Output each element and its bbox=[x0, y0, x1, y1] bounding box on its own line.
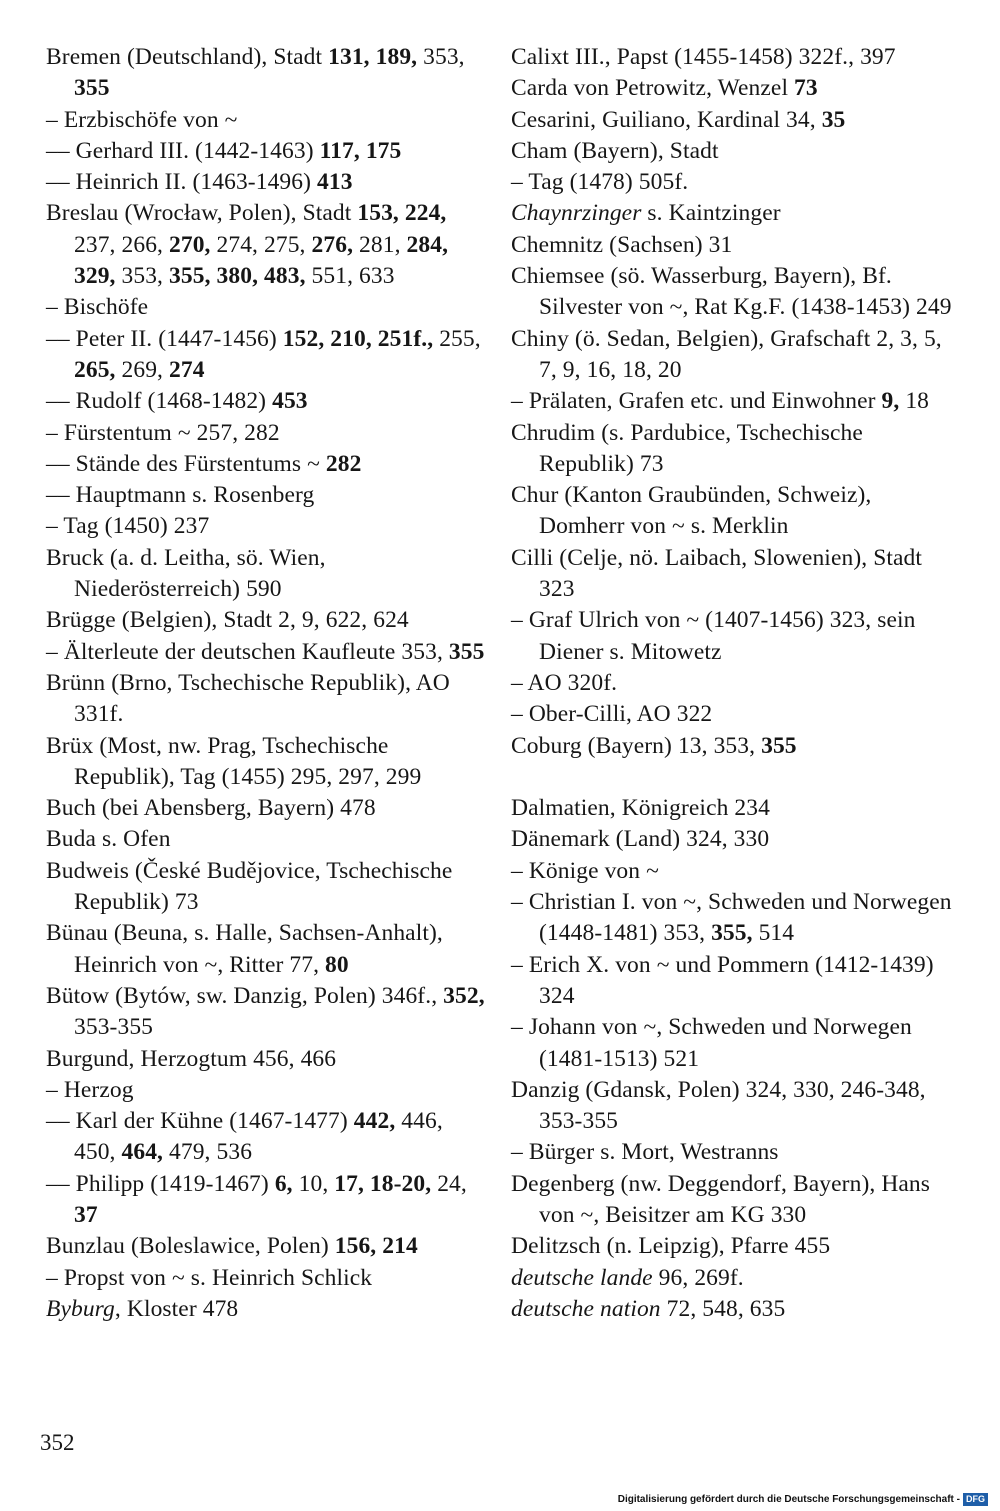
entry-text: Chiny (ö. Sedan, Belgien), Grafschaft 2, 3, 5, 7, 9, 16, 18, 20 bbox=[511, 325, 942, 383]
index-column-right bbox=[511, 42, 961, 1325]
entry-text: –– Stände des Fürstentums ~ bbox=[46, 450, 326, 477]
index-entry bbox=[511, 731, 961, 762]
entry-text: Burgund, Herzogtum 456, 466 bbox=[46, 1045, 337, 1072]
entry-text: – AO 320f. bbox=[511, 669, 618, 696]
entry-text: – Christian I. von ~, Schweden und Norwegen (1448-1481) 353, bbox=[511, 889, 952, 947]
entry-text: –– Heinrich II. (1463-1496) bbox=[46, 169, 318, 196]
entry-text: – Ober-Cilli, AO 322 bbox=[511, 701, 713, 728]
bold-page-ref: 276, bbox=[311, 231, 354, 258]
entry-text: – Bischöfe bbox=[46, 294, 149, 321]
entry-text: Cilli (Celje, nö. Laibach, Slowenien), Stadt 323 bbox=[511, 544, 923, 603]
index-entry bbox=[46, 386, 486, 417]
bold-page-ref: 282 bbox=[325, 450, 362, 477]
entry-text: Brünn (Brno, Tschechische Republik), AO 331f. bbox=[46, 669, 450, 728]
entry-text: – Erich X. von ~ und Pommern (1412-1439) 324 bbox=[511, 951, 934, 1009]
entry-text: Cham (Bayern), Stadt bbox=[511, 137, 719, 164]
index-entry bbox=[511, 887, 961, 950]
index-entry bbox=[46, 856, 486, 919]
bold-page-ref: 131, 189, bbox=[328, 44, 418, 70]
bold-page-ref: 117, 175 bbox=[319, 137, 402, 164]
bold-page-ref: 156, 214 bbox=[334, 1233, 418, 1260]
entry-text: –– Karl der Kühne (1467-1477) bbox=[46, 1108, 354, 1135]
entry-text: Dänemark (Land) 324, 330 bbox=[511, 826, 770, 853]
bold-page-ref: 9, bbox=[881, 388, 900, 415]
index-entry bbox=[511, 856, 961, 887]
entry-text: – Tag (1450) 237 bbox=[46, 513, 210, 540]
entry-text: Brüx (Most, nw. Prag, Tschechische Republik), Tag (1455) 295, 297, 299 bbox=[46, 732, 422, 790]
index-entry bbox=[46, 167, 486, 198]
dfg-logo: DFG bbox=[963, 1493, 988, 1506]
entry-text: Degenberg (nw. Deggendorf, Bayern), Hans von ~, Beisitzer am KG 330 bbox=[511, 1170, 931, 1228]
index-entry bbox=[46, 105, 486, 136]
entry-text: Buda s. Ofen bbox=[46, 826, 171, 853]
entry-text: Breslau (Wrocław, Polen), Stadt bbox=[46, 200, 358, 227]
entry-text: Bunzlau (Boleslawice, Polen) bbox=[46, 1233, 335, 1260]
entry-text: 24, bbox=[431, 1170, 467, 1197]
bold-page-ref: 413 bbox=[317, 169, 353, 196]
index-entry bbox=[46, 1263, 486, 1294]
entry-text: – Könige von ~ bbox=[511, 857, 659, 884]
index-column-left bbox=[46, 42, 486, 1325]
index-entry bbox=[46, 605, 486, 636]
entry-text: – Johann von ~, Schweden und Norwegen (1481-1513) 521 bbox=[511, 1014, 912, 1072]
index-entry bbox=[46, 543, 486, 606]
entry-text: Delitzsch (n. Leipzig), Pfarre 455 bbox=[511, 1233, 831, 1260]
bold-page-ref: 355, bbox=[711, 920, 753, 947]
index-entry bbox=[46, 480, 486, 511]
index-entry bbox=[46, 637, 486, 668]
bold-page-ref: 17, 18-20, bbox=[334, 1170, 432, 1197]
bold-page-ref: 265, bbox=[74, 356, 116, 383]
index-entry bbox=[511, 418, 961, 481]
index-entry bbox=[511, 198, 961, 229]
index-entry bbox=[511, 793, 961, 824]
entry-text: Chemnitz (Sachsen) 31 bbox=[511, 231, 733, 258]
entry-text: – Erzbischöfe von ~ bbox=[46, 106, 238, 133]
bold-page-ref: 80 bbox=[325, 951, 349, 978]
entry-text: – Herzog bbox=[46, 1076, 134, 1103]
entry-text: Dalmatien, Königreich 234 bbox=[511, 795, 770, 822]
entry-text: s. Kaintzinger bbox=[641, 200, 781, 227]
entry-text: – Älterleute der deutschen Kaufleute 353, bbox=[46, 638, 449, 665]
bold-page-ref: 442, bbox=[353, 1108, 396, 1135]
bold-page-ref: 37 bbox=[74, 1201, 98, 1228]
entry-text: – Bürger s. Mort, Westranns bbox=[511, 1139, 779, 1166]
entry-text: –– Peter II. (1447-1456) bbox=[46, 325, 283, 352]
italic-term: Byburg bbox=[46, 1295, 115, 1322]
index-entry bbox=[511, 1294, 961, 1325]
entry-text: –– Rudolf (1468-1482) bbox=[46, 388, 273, 415]
entry-text: 274, 275, bbox=[210, 231, 312, 258]
index-entry bbox=[46, 1231, 486, 1262]
entry-text: Bruck (a. d. Leitha, sö. Wien, Niederösterreich) 590 bbox=[46, 544, 326, 603]
italic-term: Chaynrzinger bbox=[511, 200, 642, 227]
bold-page-ref: 274 bbox=[169, 356, 205, 383]
entry-text: –– Hauptmann s. Rosenberg bbox=[46, 482, 315, 509]
entry-text: – Graf Ulrich von ~ (1407-1456) 323, sein Diener s. Mitowetz bbox=[511, 607, 916, 665]
entry-text: 72, 548, 635 bbox=[660, 1295, 786, 1322]
entry-text: , Kloster 478 bbox=[114, 1295, 239, 1322]
entry-text: Bremen (Deutschland), Stadt bbox=[46, 44, 329, 70]
bold-page-ref: 453 bbox=[272, 388, 308, 415]
entry-text: 255, bbox=[433, 325, 481, 352]
entry-text: 18 bbox=[899, 388, 930, 415]
entry-text: 353-355 bbox=[74, 1014, 154, 1041]
entry-spacer bbox=[511, 762, 961, 793]
entry-text: – Fürstentum ~ 257, 282 bbox=[46, 419, 280, 446]
page-number: 352 bbox=[40, 1430, 75, 1455]
bold-page-ref: 270, bbox=[169, 231, 211, 258]
entry-text: 281, bbox=[353, 231, 407, 258]
entry-text: Buch (bei Abensberg, Bayern) 478 bbox=[46, 795, 376, 822]
index-entry bbox=[46, 511, 486, 542]
entry-text: Danzig (Gdansk, Polen) 324, 330, 246-348, 353-355 bbox=[511, 1076, 926, 1135]
footer-text: Digitalisierung gefördert durch die Deutsche Forschungsgemeinschaft - bbox=[617, 1494, 960, 1505]
italic-term: deutsche lande bbox=[511, 1264, 653, 1291]
index-entry bbox=[511, 1137, 961, 1168]
index-entry bbox=[46, 731, 486, 794]
index-entry bbox=[46, 1075, 486, 1106]
entry-text: Cesarini, Guiliano, Kardinal 34, bbox=[511, 106, 822, 133]
entry-text: 353, bbox=[115, 263, 170, 290]
index-entry bbox=[46, 136, 486, 167]
entry-text: – Propst von ~ s. Heinrich Schlick bbox=[46, 1264, 373, 1291]
entry-text: 551, 633 bbox=[305, 263, 395, 290]
index-entry bbox=[511, 824, 961, 855]
index-entry bbox=[511, 73, 961, 104]
entry-text: – Tag (1478) 505f. bbox=[511, 169, 689, 196]
bold-page-ref: 352, bbox=[443, 982, 485, 1009]
index-entry bbox=[511, 167, 961, 198]
index-entry bbox=[511, 1075, 961, 1138]
entry-text: 96, 269f. bbox=[652, 1264, 744, 1291]
bold-page-ref: 153, 224, bbox=[357, 200, 447, 227]
entry-text: 353, bbox=[417, 44, 465, 70]
index-entry bbox=[511, 105, 961, 136]
index-entry bbox=[511, 605, 961, 668]
entry-text: 446, 450, bbox=[74, 1108, 443, 1166]
entry-text: Calixt III., Papst (1455-1458) 322f., 397 bbox=[511, 44, 896, 70]
entry-text: Chrudim (s. Pardubice, Tschechische Republik) 73 bbox=[511, 419, 863, 477]
index-entry bbox=[511, 42, 961, 73]
bold-page-ref: 355 bbox=[74, 75, 110, 102]
entry-text: – Prälaten, Grafen etc. und Einwohner bbox=[511, 388, 882, 415]
index-entry bbox=[46, 1106, 486, 1169]
index-entry bbox=[511, 1169, 961, 1232]
bold-page-ref: 355 bbox=[448, 638, 485, 665]
index-entry bbox=[511, 1012, 961, 1075]
bold-page-ref: 6, bbox=[274, 1170, 293, 1197]
index-entry bbox=[511, 543, 961, 606]
index-entry bbox=[511, 1231, 961, 1262]
entry-text: 479, 536 bbox=[163, 1139, 253, 1166]
entry-text: Brügge (Belgien), Stadt 2, 9, 622, 624 bbox=[46, 607, 409, 634]
index-entry bbox=[46, 42, 486, 105]
index-entry bbox=[511, 230, 961, 261]
entry-text: Chiemsee (sö. Wasserburg, Bayern), Bf. Silvester von ~, Rat Kg.F. (1438-1453) 249 bbox=[511, 263, 952, 321]
index-entry bbox=[46, 1294, 486, 1325]
entry-text: Chur (Kanton Graubünden, Schweiz), Domherr von ~ s. Merklin bbox=[511, 482, 872, 540]
bold-page-ref: 355 bbox=[761, 732, 797, 759]
index-entry bbox=[511, 668, 961, 699]
index-entry bbox=[46, 198, 486, 292]
bold-page-ref: 464, bbox=[121, 1139, 164, 1166]
index-entry bbox=[46, 1169, 486, 1232]
bold-page-ref: 284, 329, bbox=[74, 231, 449, 290]
index-entry bbox=[46, 292, 486, 323]
bold-page-ref: 73 bbox=[794, 75, 818, 102]
bold-page-ref: 355, 380, 483, bbox=[169, 263, 306, 290]
index-entry bbox=[46, 918, 486, 981]
digitization-footer bbox=[618, 1493, 988, 1506]
index-entry bbox=[46, 418, 486, 449]
index-entry bbox=[511, 136, 961, 167]
entry-text: Coburg (Bayern) 13, 353, bbox=[511, 732, 762, 759]
index-entry bbox=[46, 324, 486, 387]
entry-text: Carda von Petrowitz, Wenzel bbox=[511, 75, 795, 102]
entry-text: Bünau (Beuna, s. Halle, Sachsen-Anhalt), Heinrich von ~, Ritter 77, bbox=[46, 920, 443, 978]
entry-text: –– Philipp (1419-1467) bbox=[46, 1170, 275, 1197]
index-entry bbox=[511, 480, 961, 543]
index-entry bbox=[46, 824, 486, 855]
entry-text: Budweis (České Budějovice, Tschechische Republik) 73 bbox=[46, 857, 453, 916]
bold-page-ref: 152, 210, 251f., bbox=[282, 325, 434, 352]
entry-text: –– Gerhard III. (1442-1463) bbox=[46, 137, 320, 164]
index-entry bbox=[511, 699, 961, 730]
entry-text: 269, bbox=[115, 356, 170, 383]
index-entry bbox=[46, 793, 486, 824]
italic-term: deutsche nation bbox=[511, 1295, 661, 1322]
entry-text: Bütow (Bytów, sw. Danzig, Polen) 346f., bbox=[46, 982, 444, 1009]
index-entry bbox=[511, 1263, 961, 1294]
index-entry bbox=[46, 1044, 486, 1075]
index-entry bbox=[511, 386, 961, 417]
index-entry bbox=[511, 324, 961, 387]
index-entry bbox=[511, 261, 961, 324]
index-entry bbox=[46, 449, 486, 480]
entry-text: 237, 266, bbox=[74, 231, 169, 258]
entry-text: 514 bbox=[752, 920, 795, 947]
index-entry bbox=[46, 981, 486, 1044]
index-entry bbox=[511, 950, 961, 1013]
bold-page-ref: 35 bbox=[821, 106, 846, 133]
index-entry bbox=[46, 668, 486, 731]
entry-text: 10, bbox=[292, 1170, 335, 1197]
